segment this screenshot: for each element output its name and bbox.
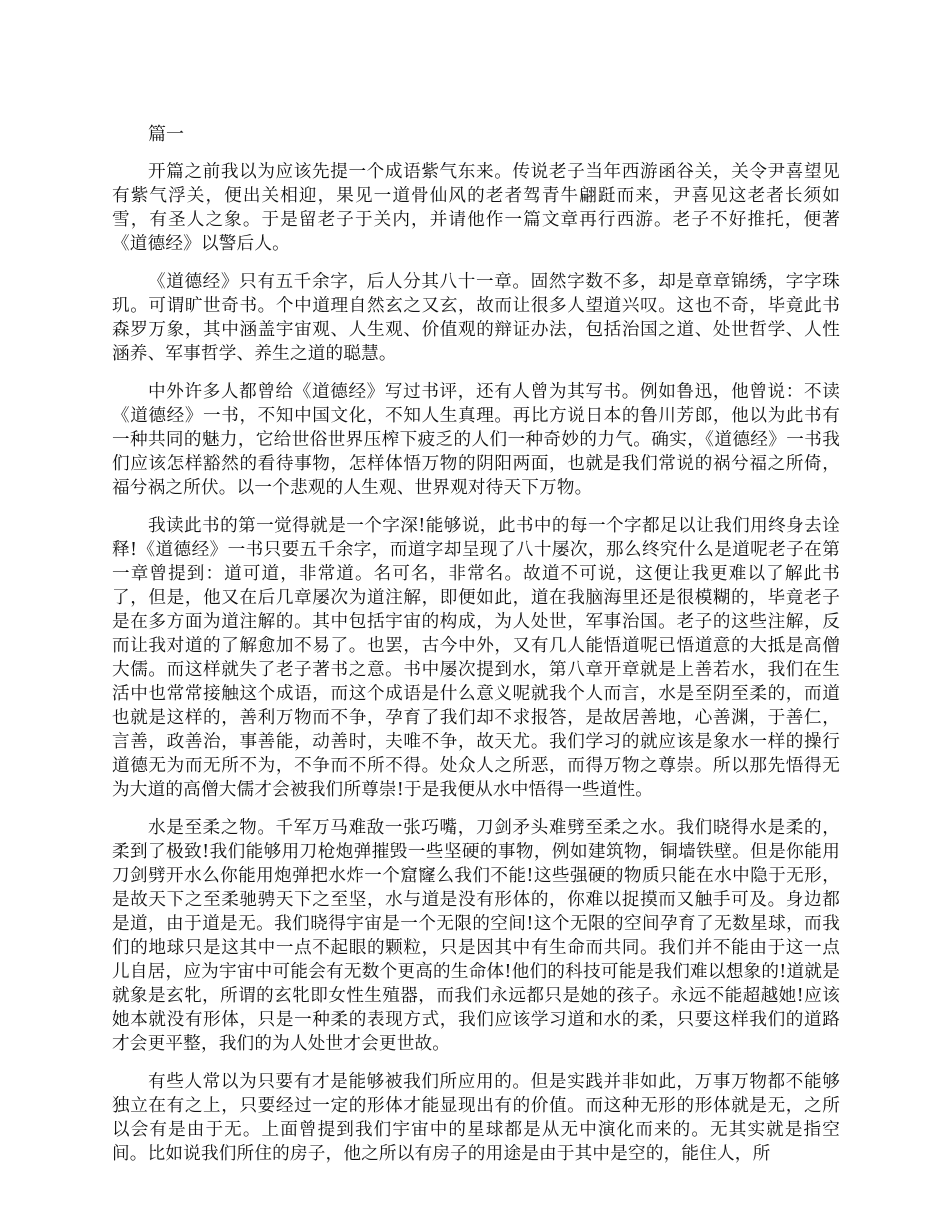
paragraph-6: 有些人常以为只要有才是能够被我们所应用的。但是实践并非如此，万事万物都不能够独立在有之上，只要经过一定的形体才能显现出有的价值。而这种无形的形体就是无，之所以会有是由于无。上面曾提到我们宇宙中的星球都是从无中演化而来的。无其实就是指空间。比如说我们所住的房子，他之所以有房子的用途是由于其中是空的，能住人，所 [112,1072,840,1164]
paragraph-2: 《道德经》只有五千余字，后人分其八十一章。固然字数不多，却是章章锦绣，字字珠玑。可谓旷世奇书。个中道理自然玄之又玄，故而让很多人望道兴叹。这也不奇，毕竟此书森罗万象，其中涵盖宇宙观、人生观、价值观的辩证办法，包括治国之道、处世哲学、人性涵养、军事哲学、养生之道的聪慧。 [112,272,840,364]
paragraph-1: 开篇之前我以为应该先提一个成语紫气东来。传说老子当年西游函谷关，关令尹喜望见有紫气浮关，便出关相迎，果见一道骨仙风的老者驾青牛翩跹而来，尹喜见这老者长须如雪，有圣人之象。于是留老子于关内，并请他作一篇文章再行西游。老子不好推托，便著《道德经》以警后人。 [112,162,840,254]
section-heading: 篇一 [148,124,184,145]
paragraph-5: 水是至柔之物。千军万马难敌一张巧嘴，刀剑矛头难劈至柔之水。我们晓得水是柔的，柔到了极致!我们能够用刀枪炮弹摧毁一些坚硬的事物，例如建筑物，铜墙铁壁。但是你能用刀剑劈开水么你能用炮弹把水炸一个窟窿么我们不能!这些强硬的物质只能在水中隐于无形，是故天下之至柔驰骋天下之至坚，水与道是没有形体的，你难以捉摸而又触手可及。身边都是道，由于道是无。我们晓得宇宙是一个无限的空间!这个无限的空间孕育了无数星球，而我们的地球只是这其中一点不起眼的颗粒，只是因其中有生命而共同。我们并不能由于这一点儿自居，应为宇宙中可能会有无数个更高的生命体!他们的科技可能是我们难以想象的!道就是就象是玄牝，所谓的玄牝即女性生殖器，而我们永远都只是她的孩子。永远不能超越她!应该她本就没有形体，只是一种柔的表现方式，我们应该学习道和水的柔，只要这样我们的道路才会更平整，我们的为人处世才会更世故。 [112,818,840,1054]
paragraph-3: 中外许多人都曾给《道德经》写过书评，还有人曾为其写书。例如鲁迅，他曾说：不读《道德经》一书，不知中国文化，不知人生真理。再比方说日本的鲁川芳郎，他以为此书有一种共同的魅力，它给世俗世界压榨下疲乏的人们一种奇妙的力气。确实，《道德经》一书我们应该怎样豁然的看待事物，怎样体悟万物的阴阳两面，也就是我们常说的祸兮福之所倚，福兮祸之所伏。以一个悲观的人生观、世界观对待天下万物。 [112,382,840,498]
paragraph-4: 我读此书的第一觉得就是一个字深!能够说，此书中的每一个字都足以让我们用终身去诠释!《道德经》一书只要五千余字，而道字却呈现了八十屡次，那么终究什么是道呢老子在第一章曾提到：道可道，非常道。名可名，非常名。故道不可说，这便让我更难以了解此书了，但是，他又在后几章屡次为道注解，即便如此，道在我脑海里还是很模糊的，毕竟老子是在多方面为道注解的。其中包括宇宙的构成，为人处世，军事治国。老子的这些注解，反而让我对道的了解愈加不易了。也罢，古今中外，又有几人能悟道呢已悟道意的大抵是高僧大儒。而这样就失了老子著书之意。书中屡次提到水，第八章开章就是上善若水，我们在生活中也常常接触这个成语，而这个成语是什么意义呢就我个人而言，水是至阴至柔的，而道也就是这样的，善利万物而不争，孕育了我们却不求报答，是故居善地，心善渊，于善仁，言善，政善治，事善能，动善时，夫唯不争，故天尤。我们学习的就应该是象水一样的操行道德无为而无所不为，不争而不所不得。处众人之所恶，而得万物之尊崇。所以那先悟得无为大道的高僧大儒才会被我们所尊崇!于是我便从水中悟得一些道性。 [112,516,840,800]
document-page [112,124,840,1180]
